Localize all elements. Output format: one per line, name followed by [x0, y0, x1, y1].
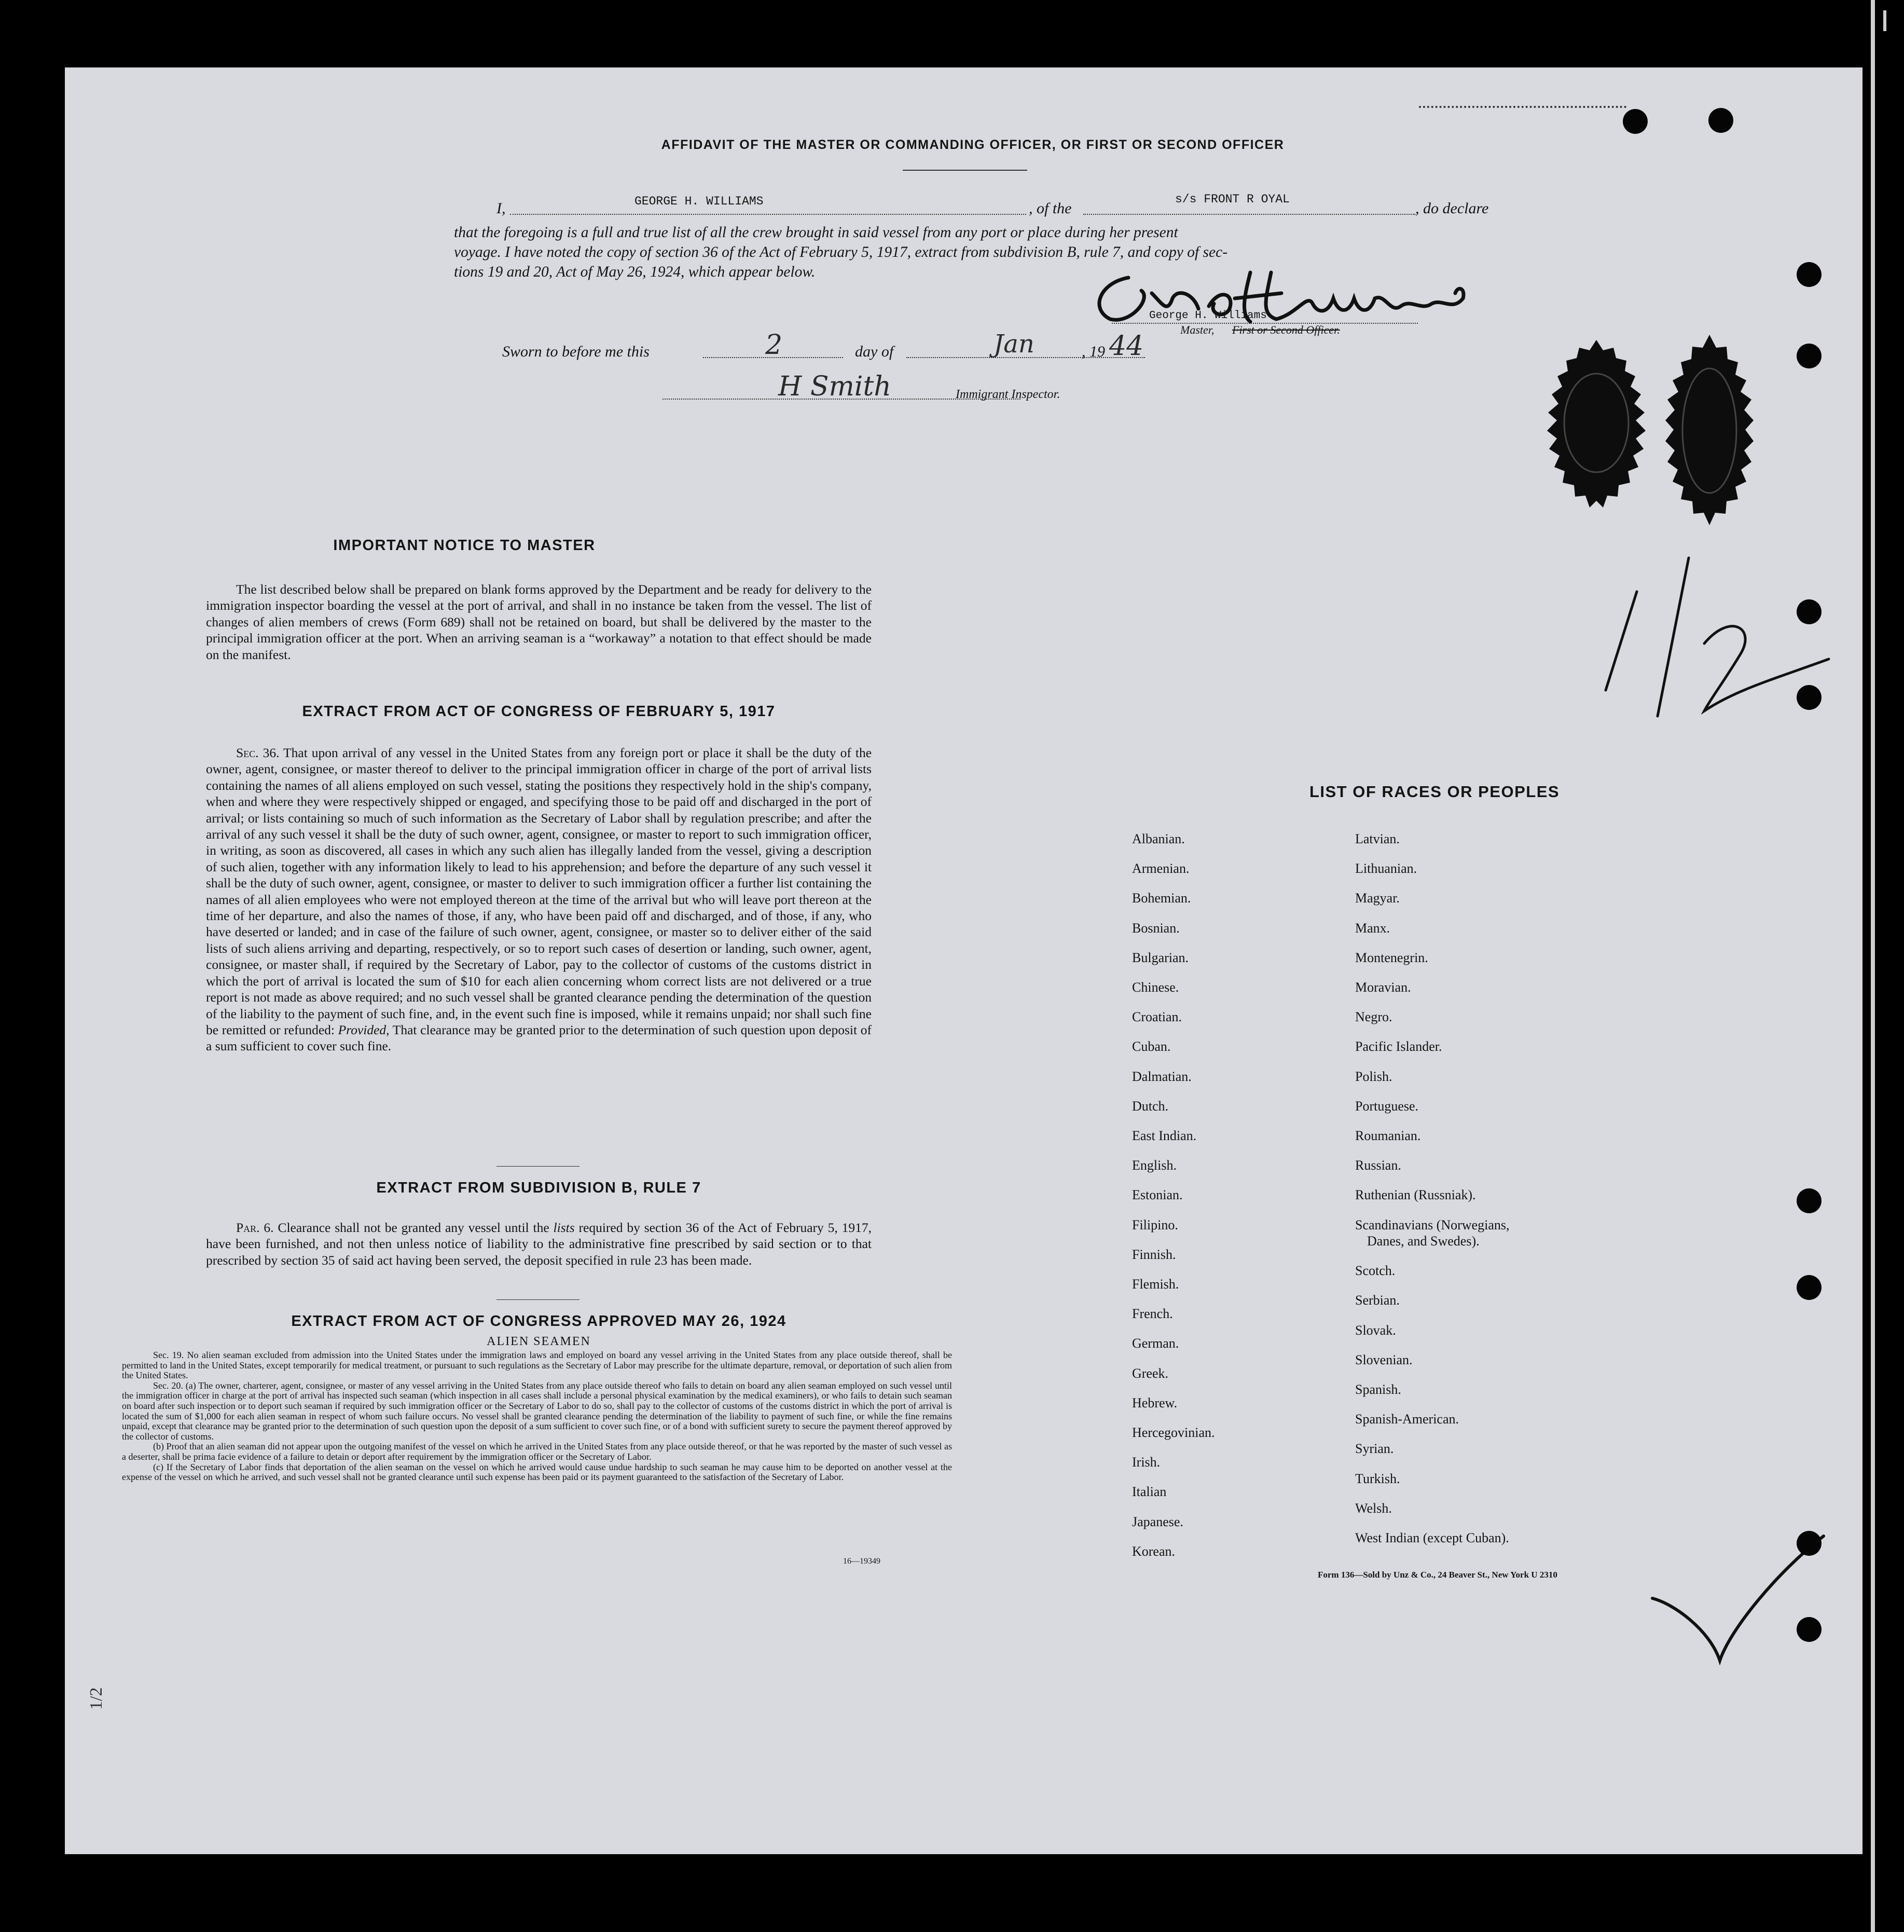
binder-hole	[1797, 1617, 1822, 1642]
declaration-line-1: that the foregoing is a full and true list of all the crew brought in said vessel from any port or place during her present	[454, 224, 1178, 241]
race-item-right: Russian.	[1355, 1158, 1401, 1173]
race-item-right: Ruthenian (Russniak).	[1355, 1187, 1476, 1203]
vessel-name-line	[1083, 214, 1415, 215]
sec-20a: Sec. 20. (a) The owner, charterer, agent, consignee, or master of any vessel arriving in the United States from any place outside thereof who fails to detain on board any alien seaman employed on such vessel until the immigration officer in charge at the port of arrival has inspected such seaman (which inspection in all cases shall include a personal physical examination by the medical examiners), or who fails to detain such seaman on board after such inspection or to deport such seaman if required by such immigration officer or the Secretary of Labor to do so, shall pay to the collector of customs of the customs district in which the port of arrival is located the sum of $1,000 for each alien seaman in respect of whom such failure occurs. No vessel shall be granted clearance pending the determination of the liability to payment of such fine, or while the fine remains unpaid, except that clearance may be granted prior to the determination of such question upon the deposit of a sum sufficient to cover such fine, or of a bond with sufficient surety to secure the payment thereof approved by the collector of customs.	[122, 1380, 952, 1442]
extract-1917-body	[206, 745, 872, 1054]
race-item-left: Bulgarian.	[1132, 950, 1189, 965]
divider-2	[496, 1299, 580, 1300]
race-item-left: Dalmatian.	[1132, 1068, 1192, 1084]
scan-edge-mark	[1883, 10, 1886, 31]
race-item-right: Syrian.	[1355, 1441, 1394, 1457]
race-item-left: English.	[1132, 1158, 1177, 1173]
margin-note: 1/2	[87, 1687, 106, 1710]
race-item-right: Manx.	[1355, 920, 1390, 936]
race-item-right: Serbian.	[1355, 1293, 1400, 1308]
of-the-label: , of the	[1029, 200, 1072, 217]
print-code: 16—19349	[843, 1557, 880, 1566]
race-item-right: Lithuanian.	[1355, 861, 1417, 876]
scan-edge	[1871, 0, 1875, 1932]
race-item-left: Cuban.	[1132, 1039, 1171, 1054]
binder-hole	[1797, 1275, 1822, 1300]
title-rule	[903, 170, 1027, 171]
year-suffix: 44	[1109, 331, 1144, 362]
race-item-left: Croatian.	[1132, 1009, 1182, 1025]
race-item-right: Negro.	[1355, 1009, 1392, 1025]
race-item-right: Welsh.	[1355, 1500, 1392, 1516]
race-item-left: Armenian.	[1132, 861, 1190, 876]
binder-hole	[1623, 109, 1648, 134]
par-6-label: Par. 6.	[236, 1220, 274, 1235]
race-item-right: West Indian (except Cuban).	[1355, 1530, 1509, 1546]
race-item-right: Scotch.	[1355, 1263, 1396, 1279]
form-note: Form 136—Sold by Unz & Co., 24 Beaver St., New York U 2310	[1318, 1570, 1557, 1580]
race-item-left: Hebrew.	[1132, 1395, 1178, 1410]
race-item-left: Flemish.	[1132, 1277, 1179, 1292]
notice-body-text: The list described below shall be prepared on blank forms approved by the Department and be ready for delivery to the immigration inspector boarding the vessel at the port of arrival, and shall in no instance be taken from the vessel. The list of changes of alien members of crews (Form 689) shall not be retained on board, but shall be delivered by the master to the principal immigration officer at the port. When an arriving seaman is a “workaway” a notation to that effect should be made on the manifest.	[206, 582, 872, 662]
fraction-annotation	[1559, 550, 1839, 747]
extract-1924-title: EXTRACT FROM ACT OF CONGRESS APPROVED MAY 26, 1924	[291, 1313, 787, 1330]
divider-1	[496, 1166, 580, 1167]
sworn-month: Jan	[994, 330, 1034, 359]
document-page	[65, 67, 1862, 1854]
race-item-right: Magyar.	[1355, 890, 1400, 906]
race-item-left: East Indian.	[1132, 1128, 1197, 1143]
rule7-title: EXTRACT FROM SUBDIVISION B, RULE 7	[376, 1180, 701, 1196]
extract-1917-title: EXTRACT FROM ACT OF CONGRESS OF FEBRUARY 5, 1917	[302, 703, 776, 720]
races-title: LIST OF RACES OR PEOPLES	[1309, 783, 1560, 801]
race-item-left: Filipino.	[1132, 1217, 1178, 1232]
race-item-left: Dutch.	[1132, 1098, 1169, 1114]
sec-19: Sec. 19. No alien seaman excluded from admission into the United States under the immigration laws and employed on board any vessel arriving in the United States from any place outside thereof, shall be permitted to land in the United States, except temporarily for medical treatment, or pursuant to such regulations as the Secretary of Labor may prescribe for the ultimate departure, removal, or deportation of such alien from the United States.	[122, 1350, 952, 1381]
race-item-right: Polish.	[1355, 1068, 1392, 1084]
day-of-label: day of	[855, 343, 894, 360]
binder-hole	[1797, 1531, 1822, 1556]
race-item-left: Bosnian.	[1132, 920, 1180, 936]
notice-body	[206, 581, 872, 663]
vessel-name: s/s FRONT R OYAL	[1175, 193, 1290, 206]
race-item-right: Latvian.	[1355, 831, 1400, 846]
extract-1924-body	[122, 1350, 952, 1483]
race-item-left: Bohemian.	[1132, 890, 1191, 906]
affidavit-title: AFFIDAVIT OF THE MASTER OR COMMANDING OFFICER, OR FIRST OR SECOND OFFICER	[661, 138, 1285, 152]
top-dots	[1419, 106, 1626, 108]
do-declare-label: , do declare	[1415, 200, 1489, 217]
master-caption: Master,	[1180, 323, 1215, 336]
race-item-right: Pacific Islander.	[1355, 1039, 1442, 1054]
binder-hole	[1708, 108, 1733, 133]
race-item-left: Finnish.	[1132, 1246, 1176, 1262]
race-item-right: Moravian.	[1355, 980, 1411, 995]
race-item-right: Montenegrin.	[1355, 950, 1428, 965]
sworn-label: Sworn to before me this	[502, 343, 650, 360]
sec-36-label: Sec. 36.	[236, 745, 280, 760]
race-item-left: German.	[1132, 1336, 1179, 1351]
binder-hole	[1797, 599, 1822, 624]
race-item-left: Albanian.	[1132, 831, 1185, 846]
notary-seal-right	[1655, 332, 1764, 555]
race-item-right: Spanish-American.	[1355, 1412, 1459, 1427]
master-name: GEORGE H. WILLIAMS	[634, 195, 764, 208]
i-label: I,	[496, 200, 506, 217]
alien-seamen-subtitle: ALIEN SEAMEN	[487, 1335, 591, 1348]
race-item-right: Portuguese.	[1355, 1098, 1419, 1114]
race-item-left: Irish.	[1132, 1455, 1161, 1470]
sworn-day: 2	[765, 330, 783, 361]
sec-36-text: That upon arrival of any vessel in the United States from any foreign port or place it shall be the duty of the owner, agent, consignee, or master thereof to deliver to the principal immigration officer in charge of the port of arrival lists containing the names of all aliens employed on such vessel, stating the positions they respectively hold in the ship's company, when and where they were respectively shipped or engaged, and specifying those to be paid off and discharged in the port of arrival; or lists containing so much of such information as the Secretary of Labor shall by regulation prescribe; and after the arrival of any such vessel it shall be the duty of such owner, agent, consignee, or master to report to such immigration officer, in writing, as soon as discovered, all cases in which any such alien has illegally landed from the vessel, giving a description of such alien, together with any information likely to lead to his apprehension; and before the departure of any such vessel it shall be the duty of such owner, agent, consignee, or master to deliver to such immigration officer a further list containing the names of all alien employees who were not employed thereon at the time of the arrival but who will leave port thereon at the time of her departure, and also the names of those, if any, who have been paid off and discharged, and of those, if any, who have deserted or landed; and in case of the failure of such owner, agent, consignee, or master so to deliver either of the said lists of such aliens arriving and departing, respectively, or so to report such cases of desertion or landing, such owner, agent, consignee, or master shall, if required by the Secretary of Labor, pay to the collector of customs of the customs district in which the port of arrival is located the sum of $10 for each alien concerning whom correct lists are not delivered or a true report is not made as above required; and no such vessel shall be granted clearance pending the determination of the question of the liability to the payment of such fine, and, in the event such fine is imposed, while it remains unpaid; nor shall such fine be remitted or refunded:	[206, 745, 872, 1037]
proviso-text: That clearance may be granted prior to the determination of such question upon deposit of a sum sufficient to cover such fine.	[206, 1022, 872, 1054]
race-item-left: Japanese.	[1132, 1514, 1183, 1529]
race-item-left: Chinese.	[1132, 980, 1179, 995]
sec-20b: (b) Proof that an alien seaman did not appear upon the outgoing manifest of the vessel on which he arrived in the United States from any place outside thereof, or that he was reported by the master of such vessel as a deserter, shall be prima facie evidence of a failure to detain or deport after requirement by the immigration officer or the Secretary of Labor.	[122, 1441, 952, 1462]
declaration-line-2: voyage. I have noted the copy of section 36 of the Act of February 5, 1917, extract from subdivision B, rule 7, and copy of sec-	[454, 244, 1228, 261]
race-item-left: Italian	[1132, 1484, 1167, 1500]
struck-officer-caption: First or Second Officer.	[1232, 323, 1340, 336]
binder-hole	[1797, 1188, 1822, 1213]
race-item-right: Slovenian.	[1355, 1352, 1413, 1367]
rule7-text-b: required by section 36 of the Act of February 5, 1917, have been furnished, and not then unless notice of liability to the administrative fine prescribed by said section or to that prescribed by section 35 of said act having been served, the deposit specified in rule 23 has been made.	[206, 1220, 872, 1268]
race-item-left: French.	[1132, 1306, 1173, 1322]
race-item-left: Korean.	[1132, 1543, 1176, 1559]
checkmark-text	[1673, 1572, 1674, 1573]
inspector-label: Immigrant Inspector.	[956, 388, 1060, 401]
race-item-right: Slovak.	[1355, 1322, 1396, 1338]
race-item-left: Estonian.	[1132, 1187, 1183, 1203]
declaration-line-3: tions 19 and 20, Act of May 26, 1924, which appear below.	[454, 264, 816, 280]
year-prefix: , 19	[1082, 343, 1105, 360]
race-item-right: Spanish.	[1355, 1382, 1401, 1397]
binder-hole	[1797, 344, 1822, 368]
lists-word: lists	[553, 1220, 575, 1235]
race-item-left: Hercegovinian.	[1132, 1425, 1215, 1440]
notary-seal-left	[1536, 337, 1658, 524]
sec-20c: (c) If the Secretary of Labor finds that deportation of the alien seaman on the vessel on which he arrived would cause undue hardship to such seaman he may cause him to be deported on another vessel at the expense of the vessel on which he arrived, and such vessel shall not be granted clearance until such expense has been paid or its payment guaranteed to the satisfaction of the Secretary of Labor.	[122, 1461, 952, 1483]
typed-signature: George H. Williams	[1149, 310, 1267, 322]
race-item-right: Scandinavians (Norwegians,	[1355, 1217, 1510, 1232]
race-item-right: Danes, and Swedes).	[1367, 1234, 1480, 1249]
race-item-left: Greek.	[1132, 1365, 1169, 1381]
inspector-signature: H Smith	[778, 371, 891, 402]
race-item-right: Turkish.	[1355, 1471, 1400, 1486]
master-name-line	[510, 214, 1026, 215]
race-item-right: Roumanian.	[1355, 1128, 1421, 1143]
notice-title: IMPORTANT NOTICE TO MASTER	[333, 537, 596, 554]
fraction-text	[1595, 586, 1596, 587]
proviso-label: Provided,	[338, 1022, 390, 1037]
binder-hole	[1797, 262, 1822, 287]
binder-hole	[1797, 685, 1822, 710]
rule7-text-a: Clearance shall not be granted any vessel until the	[278, 1220, 549, 1235]
rule7-body	[206, 1220, 872, 1268]
